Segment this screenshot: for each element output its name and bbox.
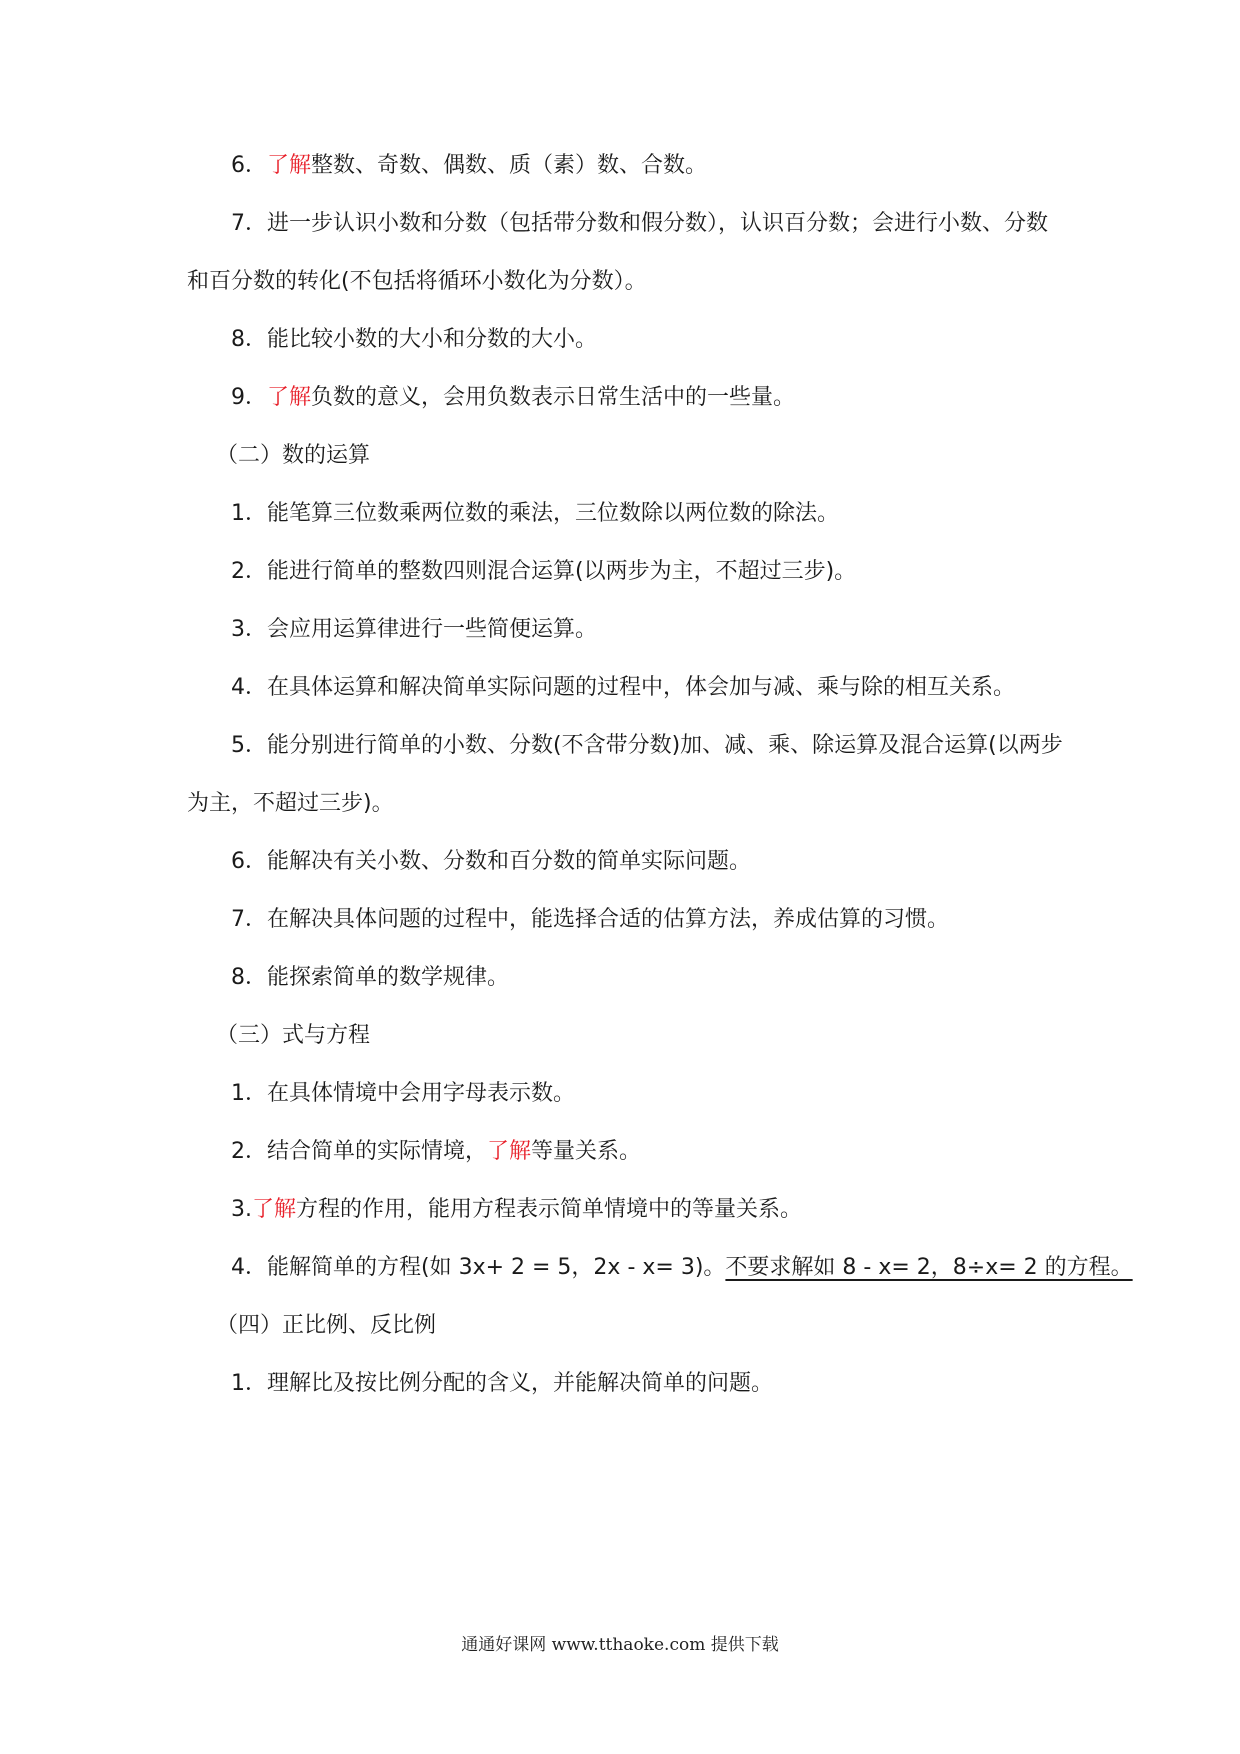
ops-item-5: 5．能分别进行简单的小数、分数(不含带分数)加、减、乘、除运算及混合运算(以两步 xyxy=(231,733,1063,758)
ops-item-5-continuation: 为主，不超过三步)。 xyxy=(187,791,394,816)
ops-item-2: 2．能进行简单的整数四则混合运算(以两步为主，不超过三步)。 xyxy=(231,559,857,584)
ops-item-1: 1．能笔算三位数乘两位数的乘法，三位数除以两位数的除法。 xyxy=(231,501,839,526)
item-6-numbers: 6．了解整数、奇数、偶数、质（素）数、合数。 xyxy=(231,153,708,178)
highlight-understand: 了解 xyxy=(267,153,312,178)
eq-item-4: 4．能解简单的方程(如 3x+ 2 = 5，2x - x= 3)。不要求解如 8 - x= 2，8÷x= 2 的方程。 xyxy=(231,1255,1133,1280)
section-heading-operations: （二）数的运算 xyxy=(216,443,371,468)
page-footer: 通通好课网 www.tthaoke.com 提供下载 xyxy=(461,1635,779,1655)
ops-item-3: 3．会应用运算律进行一些简便运算。 xyxy=(231,617,597,642)
eq-item-1: 1．在具体情境中会用字母表示数。 xyxy=(231,1081,575,1106)
ops-item-4: 4．在具体运算和解决简单实际问题的过程中，体会加与减、乘与除的相互关系。 xyxy=(231,675,1015,700)
highlight-understand: 了解 xyxy=(267,385,312,410)
item-7-continuation: 和百分数的转化(不包括将循环小数化为分数）。 xyxy=(187,269,647,294)
ops-item-7: 7．在解决具体问题的过程中，能选择合适的估算方法，养成估算的习惯。 xyxy=(231,907,949,932)
underlined-note: 不要求解如 8 - x= 2，8÷x= 2 的方程。 xyxy=(725,1255,1133,1280)
item-9-negative-numbers: 9．了解负数的意义，会用负数表示日常生活中的一些量。 xyxy=(231,385,796,410)
eq-item-2: 2．结合简单的实际情境，了解等量关系。 xyxy=(231,1139,642,1164)
ops-item-8: 8．能探索简单的数学规律。 xyxy=(231,965,509,990)
section-heading-proportion: （四）正比例、反比例 xyxy=(216,1313,437,1338)
prop-item-1: 1．理解比及按比例分配的含义，并能解决简单的问题。 xyxy=(231,1371,773,1396)
highlight-understand: 了解 xyxy=(252,1197,297,1222)
ops-item-6: 6．能解决有关小数、分数和百分数的简单实际问题。 xyxy=(231,849,751,874)
item-7-decimals-fractions: 7．进一步认识小数和分数（包括带分数和假分数），认识百分数；会进行小数、分数 xyxy=(231,211,1048,236)
section-heading-equations: （三）式与方程 xyxy=(216,1023,371,1048)
highlight-understand: 了解 xyxy=(487,1139,532,1164)
eq-item-3: 3.了解方程的作用，能用方程表示简单情境中的等量关系。 xyxy=(231,1197,803,1222)
item-8-compare: 8．能比较小数的大小和分数的大小。 xyxy=(231,327,597,352)
